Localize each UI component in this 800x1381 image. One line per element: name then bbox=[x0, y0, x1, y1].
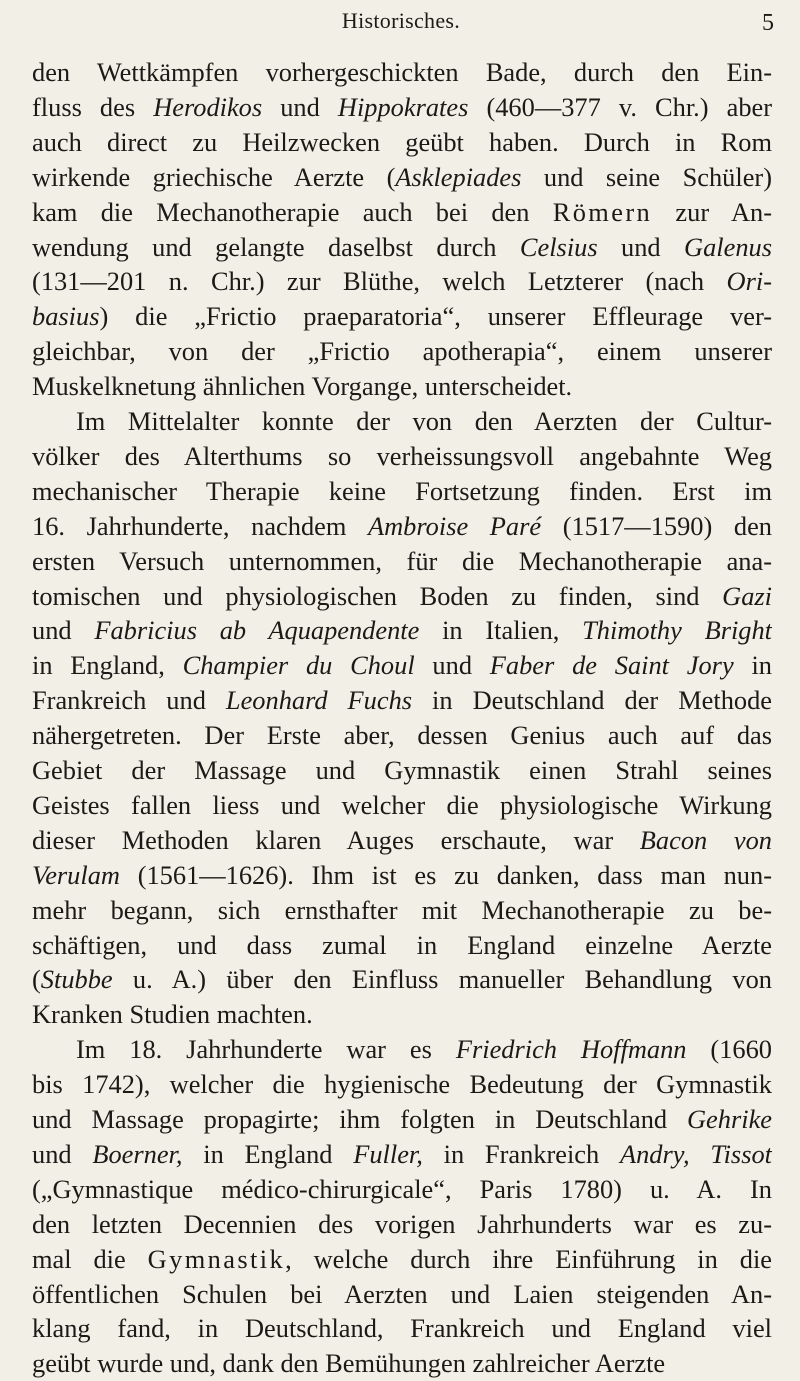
text-run: und bbox=[32, 615, 95, 646]
text-line bbox=[32, 1241, 772, 1277]
text-line bbox=[32, 1066, 772, 1102]
italic-name: Faber de Saint Jory bbox=[489, 650, 734, 681]
text-line bbox=[32, 159, 772, 195]
text-line bbox=[76, 1031, 772, 1067]
text-line bbox=[32, 543, 772, 579]
text-run: in England, bbox=[32, 650, 183, 681]
italic-name: Gehrike bbox=[687, 1104, 772, 1134]
italic-name: Herodikos bbox=[153, 91, 263, 122]
text-line bbox=[32, 857, 772, 893]
text-line bbox=[32, 508, 772, 544]
text-run: Gebiet der Massage und Gymnastik einen Strahl seines bbox=[32, 755, 772, 785]
text-run: tomischen und physiologischen Boden zu finden, sind bbox=[32, 580, 723, 611]
text-line bbox=[32, 54, 772, 90]
text-run: auch direct zu Heilzwecken geübt haben. Durch in Rom bbox=[32, 126, 772, 157]
text-run: klang fand, in Deutschland, Frankreich und England viel bbox=[32, 1313, 772, 1344]
text-line bbox=[32, 996, 772, 1032]
text-line bbox=[32, 822, 772, 858]
italic-name: Stubbe bbox=[40, 964, 113, 995]
text-line bbox=[32, 298, 772, 334]
text-run: 16. Jahrhunderte, nachdem bbox=[32, 510, 368, 541]
text-run: und bbox=[414, 650, 490, 681]
text-run: (1660 bbox=[686, 1034, 772, 1065]
text-run: (460—377 v. Chr.) aber bbox=[468, 91, 772, 122]
text-line bbox=[32, 1171, 772, 1207]
italic-name: basius bbox=[32, 301, 100, 332]
text-run: in Frankreich bbox=[422, 1138, 620, 1169]
italic-name: Fabricius ab Aquapendente bbox=[94, 615, 420, 646]
text-run: (1561—1626). Ihm ist es zu danken, dass man nun- bbox=[119, 859, 772, 890]
text-line bbox=[32, 263, 772, 299]
text-line bbox=[32, 578, 772, 614]
italic-name: Andry, Tissot bbox=[619, 1138, 772, 1169]
running-title: Historisches. bbox=[341, 8, 461, 33]
text-run: dieser Methoden klaren Auges erschaute, war bbox=[32, 824, 640, 855]
text-run: in England bbox=[182, 1138, 354, 1169]
text-run: Geistes fallen liess und welcher die physiologische Wirkung bbox=[32, 789, 772, 820]
text-line bbox=[32, 892, 772, 928]
text-line bbox=[32, 787, 772, 823]
text-run: Im 18. Jahrhunderte war es bbox=[76, 1034, 456, 1065]
text-run: („Gymnastique médico-chirurgicale“, Paris 1780) u. A. In bbox=[32, 1173, 772, 1204]
italic-name: Leonhard Fuchs bbox=[225, 685, 413, 716]
text-run: und bbox=[262, 91, 338, 122]
text-run: , welche durch ihre Einführung in die bbox=[285, 1243, 772, 1274]
italic-name: Ori- bbox=[726, 266, 772, 297]
text-run: kam die Mechanotherapie auch bei den bbox=[32, 196, 553, 227]
spaced-emphasis: Römern bbox=[552, 196, 653, 227]
italic-name: Thimothy Bright bbox=[582, 615, 772, 646]
text-line bbox=[32, 229, 772, 265]
italic-name: Bacon von bbox=[639, 824, 772, 855]
text-run: nähergetreten. Der Erste aber, dessen Genius auch auf das bbox=[32, 720, 772, 751]
text-line bbox=[32, 194, 772, 230]
text-run: und bbox=[597, 231, 685, 262]
text-line bbox=[32, 1136, 772, 1172]
text-run: ersten Versuch unternommen, für die Mechanotherapie ana- bbox=[32, 545, 772, 576]
italic-name: Ambroise Paré bbox=[368, 510, 542, 541]
text-run: völker des Alterthums so verheissungsvoll angebahnte Weg bbox=[32, 440, 772, 471]
text-run: mal die bbox=[32, 1243, 148, 1274]
spaced-emphasis: Gymnastik bbox=[147, 1243, 286, 1274]
italic-name: Asklepiades bbox=[395, 161, 522, 192]
text-line bbox=[32, 438, 772, 474]
text-line bbox=[32, 473, 772, 509]
text-run: ( bbox=[32, 964, 41, 995]
text-line bbox=[32, 1310, 772, 1346]
text-run: wendung und gelangte daselbst durch bbox=[32, 231, 520, 262]
italic-name: Gazi bbox=[722, 580, 772, 611]
italic-name: Verulam bbox=[32, 859, 120, 890]
text-line bbox=[32, 1345, 772, 1381]
text-run: den Wettkämpfen vorhergeschickten Bade, durch den Ein- bbox=[32, 57, 772, 87]
text-run: mechanischer Therapie keine Fortsetzung finden. Erst im bbox=[32, 475, 772, 506]
text-line bbox=[32, 1206, 772, 1242]
text-run: ) die „Frictio praeparatoria“, unserer Effleurage ver- bbox=[99, 301, 772, 332]
text-run: gleichbar, von der „Frictio apotherapia“, einem unserer bbox=[32, 336, 772, 367]
text-line bbox=[32, 1276, 772, 1312]
page-number: 5 bbox=[762, 10, 774, 36]
text-line bbox=[76, 403, 772, 439]
italic-name: Boerner, bbox=[92, 1138, 183, 1169]
text-run: Kranken Studien machten. bbox=[32, 999, 313, 1030]
text-run: (131—201 n. Chr.) zur Blüthe, welch Letzterer (nach bbox=[32, 266, 727, 297]
text-line bbox=[32, 333, 772, 369]
text-run: u. A.) über den Einfluss manueller Behandlung von bbox=[112, 964, 772, 995]
text-line bbox=[32, 717, 772, 753]
text-line bbox=[32, 124, 772, 160]
text-line bbox=[32, 1101, 772, 1137]
text-line bbox=[32, 89, 772, 125]
text-run: den letzten Decennien des vorigen Jahrhunderts war es zu- bbox=[32, 1208, 772, 1239]
text-line bbox=[32, 961, 772, 997]
text-line bbox=[32, 647, 772, 683]
text-run: in Italien, bbox=[419, 615, 583, 646]
text-run: öffentlichen Schulen bei Aerzten und Laien steigenden An- bbox=[32, 1278, 772, 1309]
page-header bbox=[28, 8, 774, 40]
text-run: in bbox=[733, 650, 772, 681]
italic-name: Friedrich Hoffmann bbox=[455, 1034, 687, 1065]
italic-name: Hippokrates bbox=[337, 91, 469, 122]
text-run: zur An- bbox=[652, 196, 772, 227]
text-line bbox=[32, 682, 772, 718]
text-run: fluss des bbox=[32, 91, 154, 122]
text-run: und bbox=[32, 1138, 93, 1169]
text-run: Muskelknetung ähnlichen Vorgange, unterscheidet. bbox=[32, 371, 573, 402]
text-line bbox=[32, 368, 772, 404]
text-run: und seine Schüler) bbox=[521, 161, 772, 192]
text-line bbox=[32, 752, 772, 788]
text-line bbox=[32, 927, 772, 963]
text-run: und Massage propagirte; ihm folgten in Deutschland bbox=[32, 1104, 687, 1134]
italic-name: Champier du Choul bbox=[182, 650, 415, 681]
text-run: (1517—1590) den bbox=[541, 510, 772, 541]
text-run: in Deutschland der Methode bbox=[412, 685, 772, 716]
text-run: geübt wurde und, dank den Bemühungen zahlreicher Aerzte bbox=[32, 1348, 666, 1379]
text-run: mehr begann, sich ernsthafter mit Mechanotherapie zu be- bbox=[32, 894, 772, 925]
text-run: bis 1742), welcher die hygienische Bedeutung der Gymnastik bbox=[32, 1069, 772, 1100]
italic-name: Celsius bbox=[519, 231, 598, 262]
text-run: Im Mittelalter konnte der von den Aerzten der Cultur- bbox=[76, 406, 772, 436]
text-run: schäftigen, und dass zumal in England einzelne Aerzte bbox=[32, 929, 772, 960]
italic-name: Galenus bbox=[684, 231, 772, 262]
text-run: wirkende griechische Aerzte ( bbox=[32, 161, 396, 192]
italic-name: Fuller, bbox=[353, 1138, 423, 1169]
text-run: Frankreich und bbox=[32, 685, 226, 716]
text-line bbox=[32, 612, 772, 648]
